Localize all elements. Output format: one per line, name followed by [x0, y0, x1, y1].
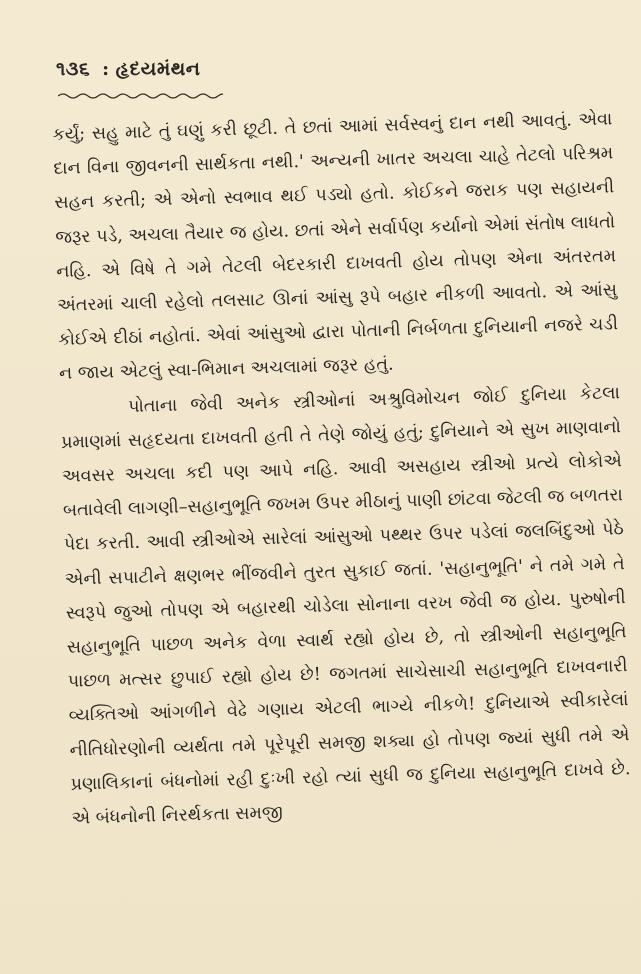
- paragraph-1: કર્યું; સહુ માટે તું ઘણું કરી છૂટી. તે છતાં આમાં સર્વસ્વનું દાન નથી આવતું. એવા દાન વિના જીવનની સાર્થકતા નથી.' અન્યની ખાતર અચલા ચાહે તેટલો પરિશ્રમ સહન કરતી; એ એનો સ્વભાવ થઈ પડ્યો હતો. કોઈકને જરાક પણ સહાયની જરૂર પડે, અચલા તૈયાર જ હોય. છતાં એને સર્વાર્પણ કર્યાનો એમાં સંતોષ લાધતો નહિ. એ વિષે તે ગમે તેટલી બેદરકારી દાખવતી હોય તોપણ એના અંતરતમ અંતરમાં ચાલી રહેલો તલસાટ ઊનાં આંસુ રૂપે બહાર નીકળી આવતો. એ આંસુ કોઈએ દીઠાં નહોતાં. એવાં આંસુઓ દ્વારા પોતાની નિર્બળતા દુનિયાની નજરે ચડી ન જાય એટલું સ્વા-ભિમાન અચલામાં જરૂર હતું.: [52, 109, 619, 385]
- page-number: ૧૩૬: [56, 58, 91, 80]
- header-separator: :: [102, 58, 110, 80]
- paragraph-2: પોતાના જેવી અનેક સ્ત્રીઓનાં અશ્રુવિમોચન જોઈ દુનિયા કેટલા પ્રમાણમાં સહૃદયતા દાખવતી હતી તે તેણે જોયું હતું; દુનિયાને એ સુખ માણવાનો અવસર અચલા કદી પણ આપે નહિ. આવી અસહાય સ્ત્રીઓ પ્રત્યે લોકોએ બતાવેલી લાગણી–સહાનુભૂતિ જખમ ઉપર મીઠાનું પાણી છાંટવા જેટલી જ બળતરા પેદા કરતી. આવી સ્ત્રીઓએ સારેલાં આંસુઓ પથ્થર ઉપર પડેલાં જલબિંદુઓ પેઠે એની સપાટીને ક્ષણભર ભીંજવીને તુરત સુકાઈ જતાં. 'સહાનુભૂતિ' ને તમે ગમે તે સ્વરૂપે જુઓ તોપણ એ બહારથી ચોડેલા સોનાના વરખ જેવી જ હોય. પુરુષોની સહાનુભૂતિ પાછળ અનેક વેળા સ્વાર્થ રહ્યો હોય છે, તો સ્ત્રીઓની સહાનુભૂતિ પાછળ મત્સર છુપાઈ રહ્યો હોય છે! જગતમાં સાચેસાચી સહાનુભૂતિ દાખવનારી વ્યક્તિઓ આંગળીને વેઢે ગણાય એટલી ભાગ્યે નીકળે! દુનિયાએ સ્વીકારેલાં નીતિધોરણોની વ્યર્થતા તમે પૂરેપૂરી સમજી શક્યા હો તોપણ જ્યાં સુધી તમે એ પ્રણાલિકાનાં બંધનોમાં રહી દુઃખી રહો ત્યાં સુધી જ દુનિયા સહાનુભૂતિ દાખવે છે. એ બંધનોની નિરર્થકતા સમજી: [60, 382, 631, 829]
- body-text: [52, 102, 632, 836]
- book-title: હૃદયમંથન: [115, 58, 201, 80]
- header-wavy-underline: [58, 92, 223, 100]
- running-header: [56, 58, 200, 80]
